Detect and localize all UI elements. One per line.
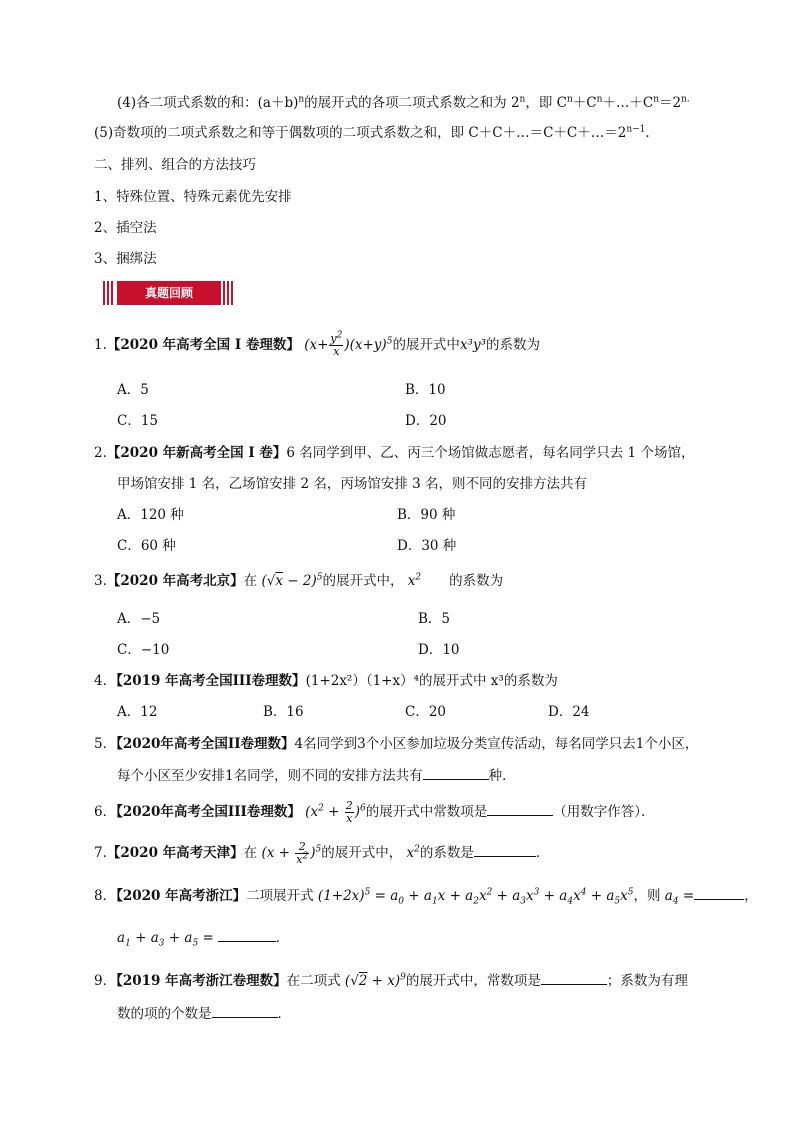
- q3-expression: $(√x - 2)^5$: [261, 572, 323, 589]
- prop4-text: (4)各二项式系数的和：(a＋b): [117, 95, 299, 111]
- q6-mid: 的展开式中常数项是: [365, 804, 488, 820]
- q5-source: 【2020年高考全国II卷理数】: [116, 736, 295, 752]
- prop4-suffix: 的展开式的各项二项式系数之和为 2: [304, 95, 520, 111]
- q7-pre: 在: [243, 845, 258, 861]
- question-2: [94, 443, 694, 463]
- q9-blank-1[interactable]: [541, 970, 607, 985]
- q6-tail: （用数字作答）．: [553, 804, 655, 820]
- q8-mid: ，则: [633, 888, 661, 904]
- q1-text-a: 的展开式中: [392, 337, 460, 353]
- q1-option-c: C．15: [117, 413, 159, 429]
- question-3: [94, 571, 503, 591]
- q9-line2: [117, 1003, 291, 1024]
- q7-expression: (x + $\frac{2}{x^2}$ )$^5$: [261, 840, 322, 866]
- q9-number: 9．: [94, 973, 117, 989]
- prop5-text: (5)奇数项的二项式系数之和等于偶数项的二项式系数之和，即 C＋C＋…＝C＋C＋…＝2: [94, 125, 627, 141]
- q2-option-d: D．30 种: [397, 538, 457, 554]
- property-4: (4)各二项式系数的和：$(a+b)^n$的展开式的各项二项式系数之和为 2$^n$，即 $C^n+C^n+\dots+C^n=2^{n.}$: [117, 94, 690, 111]
- q2-option-c: C．60 种: [117, 538, 176, 554]
- q8-tail: ，: [744, 888, 758, 904]
- q2-text: 6 名同学到甲、乙、丙三个场馆做志愿者，每名同学只去 1 个场馆，: [286, 445, 695, 461]
- q6-answer-blank[interactable]: [487, 801, 553, 816]
- q7-mid: 的展开式中，: [321, 845, 403, 861]
- q7-answer-blank[interactable]: [474, 842, 536, 857]
- q4-option-b: B．16: [263, 704, 304, 720]
- q2-source: 【2020 年新高考全国 I 卷】: [106, 445, 287, 461]
- q4-option-a: A．12: [117, 704, 158, 720]
- q4-number: 4．: [94, 673, 117, 689]
- q9-expression: $(√2 + x)^9$: [344, 972, 406, 989]
- q8-l2-end: ．: [275, 930, 290, 946]
- q9-pre: 在二项式: [286, 973, 341, 989]
- q5-text-line2: [117, 765, 516, 786]
- property-5: [94, 123, 650, 143]
- q2-text-line2: 甲场馆安排 1 名，乙场馆安排 2 名，丙场馆安排 3 名，则不同的安排方法共有: [117, 476, 588, 492]
- q3-mid: 的展开式中，: [322, 573, 404, 589]
- q4-text: (1+2x²）（1+x）⁴的展开式中 x³的系数为: [305, 673, 558, 689]
- q9-blank-2[interactable]: [212, 1003, 278, 1018]
- q3-source: 【2020 年高考北京】: [106, 573, 244, 589]
- q3-tail: 的系数为: [449, 573, 504, 589]
- question-4: [94, 671, 558, 691]
- q2-option-a: A．120 种: [117, 507, 184, 523]
- q3-pre: 在: [243, 573, 258, 589]
- prop4-end: n.: [681, 94, 690, 105]
- q3-option-b: B．5: [418, 611, 451, 627]
- q6-source: 【2020年高考全国III卷理数】: [116, 804, 301, 820]
- question-7: [94, 841, 549, 866]
- q6-number: 6．: [94, 804, 117, 820]
- q8-source: 【2020 年高考浙江】: [116, 888, 247, 904]
- q8-blank-1[interactable]: [694, 885, 744, 900]
- q6-expression: ($x^2$ + $\frac{2}{x}$ )$^6$: [305, 799, 366, 825]
- prop4-rest2: ＋…＋C: [602, 95, 654, 111]
- q5-answer-blank[interactable]: [423, 765, 489, 780]
- prop4-tail: ，即 C: [525, 95, 567, 111]
- q3-option-d: D．10: [418, 642, 460, 658]
- q8-pre: 二项展开式: [246, 888, 314, 904]
- q1-source: 【2020 年高考全国 I 卷理数】: [106, 337, 300, 353]
- prop4-pow: n: [519, 94, 526, 105]
- q3-number: 3.: [94, 573, 107, 589]
- q4-option-d: D．24: [548, 704, 590, 720]
- q8-blank-2[interactable]: [218, 927, 276, 942]
- q1-option-b: B．10: [405, 382, 446, 398]
- q8-expression: $(1+2x)^5 = a_0 + a_1x + a_2x^2 + a_3x^3 + a_4x^4 + a_5x^5$: [317, 887, 634, 907]
- q8-a4: $a_4$ =: [664, 888, 695, 907]
- q4-option-c: C．20: [405, 704, 447, 720]
- q7-number: 7.: [94, 845, 107, 861]
- question-5: [94, 734, 698, 754]
- q1-option-d: D．20: [405, 413, 447, 429]
- q3-option-c: C．−10: [117, 642, 170, 658]
- q2-option-b: B．90 种: [397, 507, 456, 523]
- section-badge: 真题回顾: [117, 281, 221, 305]
- prop4-rest: ＋C: [572, 95, 597, 111]
- section-heading: 二、排列、组合的方法技巧: [94, 157, 256, 173]
- q4-source: 【2019 年高考全国III卷理数】: [116, 673, 306, 689]
- question-9: [94, 970, 688, 991]
- q5-text2: 每个小区至少安排1名同学，则不同的安排方法共有: [117, 768, 423, 784]
- q9-source: 【2019 年高考浙江卷理数】: [116, 973, 287, 989]
- tip-2: 2、插空法: [94, 220, 157, 236]
- q3-term: $x^2$: [407, 572, 422, 589]
- q2-number: 2.: [94, 445, 107, 461]
- q7-source: 【2020 年高考天津】: [106, 845, 244, 861]
- prop4-exp: n: [298, 94, 305, 105]
- question-1: [94, 330, 541, 358]
- q7-tail: 的系数是: [419, 845, 474, 861]
- prop4-rest3: ＝2: [659, 95, 682, 111]
- q1-text-b: 的系数为: [486, 337, 541, 353]
- q8-sum: $a_1 + a_3 + a_5$ =: [117, 930, 214, 949]
- q5-text: 4名同学到3个小区参加垃圾分类宣传活动，每名同学只去1个小区，: [294, 736, 699, 752]
- q9-mid2: ；系数为有理: [606, 973, 688, 989]
- q1-term: x³y³: [459, 337, 487, 353]
- q3-option-a: A．−5: [117, 611, 161, 627]
- question-6: [94, 800, 654, 825]
- q8-number: 8．: [94, 888, 117, 904]
- q9-l2-end: ．: [277, 1006, 291, 1022]
- q1-number: 1.: [94, 337, 107, 353]
- q1-expression: (x+ $\frac{y^2}{x}$ )$(x+y)^5$: [304, 330, 393, 358]
- q7-term: $x^2$: [406, 844, 420, 861]
- tip-1: 1、特殊位置、特殊元素优先安排: [94, 189, 292, 205]
- question-8: [94, 885, 758, 906]
- prop5-end: .: [645, 125, 650, 141]
- q7-end: ．: [535, 845, 550, 861]
- tip-3: 3、捆绑法: [94, 251, 157, 267]
- prop5-pow: n−1: [626, 124, 646, 135]
- q8-line2: [117, 927, 289, 948]
- q5-number: 5．: [94, 736, 117, 752]
- q1-option-a: A．5: [117, 382, 149, 398]
- q9-mid: 的展开式中，常数项是: [405, 973, 541, 989]
- q5-tail: 种．: [488, 768, 516, 784]
- q9-l2: 数的项的个数是: [117, 1006, 212, 1022]
